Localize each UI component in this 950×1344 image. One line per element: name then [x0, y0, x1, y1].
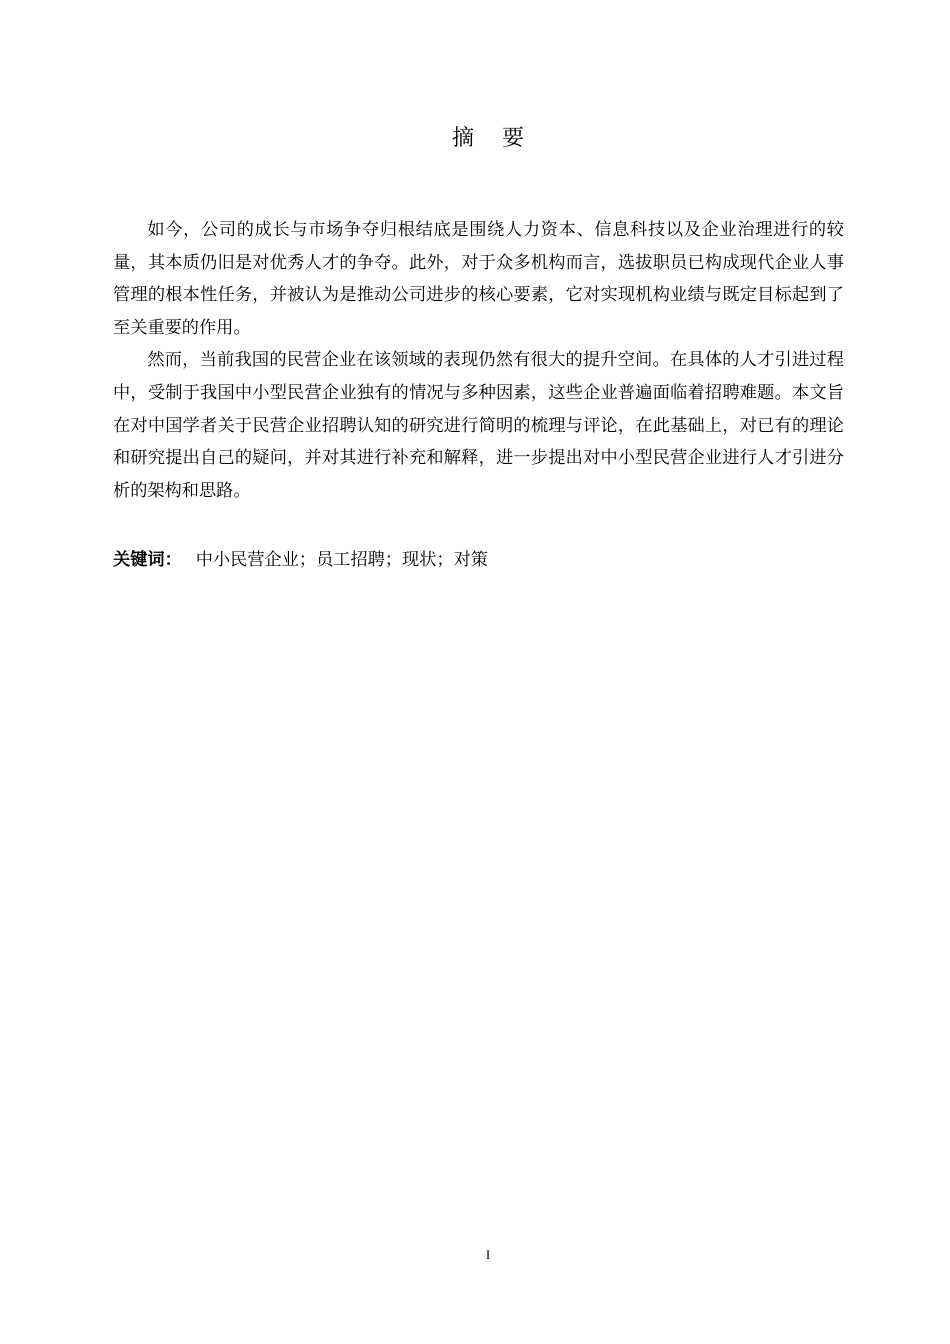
keywords-line — [113, 547, 488, 573]
abstract-paragraph-1: 如今，公司的成长与市场争夺归根结底是围绕人力资本、信息科技以及企业治理进行的较量，其本质仍旧是对优秀人才的争夺。此外，对于众多机构而言，选拔职员已构成现代企业人事管理的根本性任务，并被认为是推动公司进步的核心要素，它对实现机构业绩与既定目标起到了至关重要的作用。 — [113, 220, 844, 338]
title-char-2: 要 — [502, 126, 525, 151]
page-number: I — [485, 1247, 491, 1262]
title-char-1: 摘 — [451, 126, 474, 151]
keywords-text: 中小民营企业；员工招聘；现状；对策 — [195, 550, 488, 570]
page-title — [0, 124, 950, 154]
abstract-body — [113, 214, 844, 507]
keywords-label: 关键词： — [113, 550, 182, 570]
abstract-paragraph-2: 然而，当前我国的民营企业在该领域的表现仍然有很大的提升空间。在具体的人才引进过程中，受制于我国中小型民营企业独有的情况与多种因素，这些企业普遍面临着招聘难题。本文旨在对中国学者关于民营企业招聘认知的研究进行简明的梳理与评论，在此基础上，对已有的理论和研究提出自己的疑问，并对其进行补充和解释，进一步提出对中小型民营企业进行人才引进分析的架构和思路。 — [113, 350, 844, 501]
